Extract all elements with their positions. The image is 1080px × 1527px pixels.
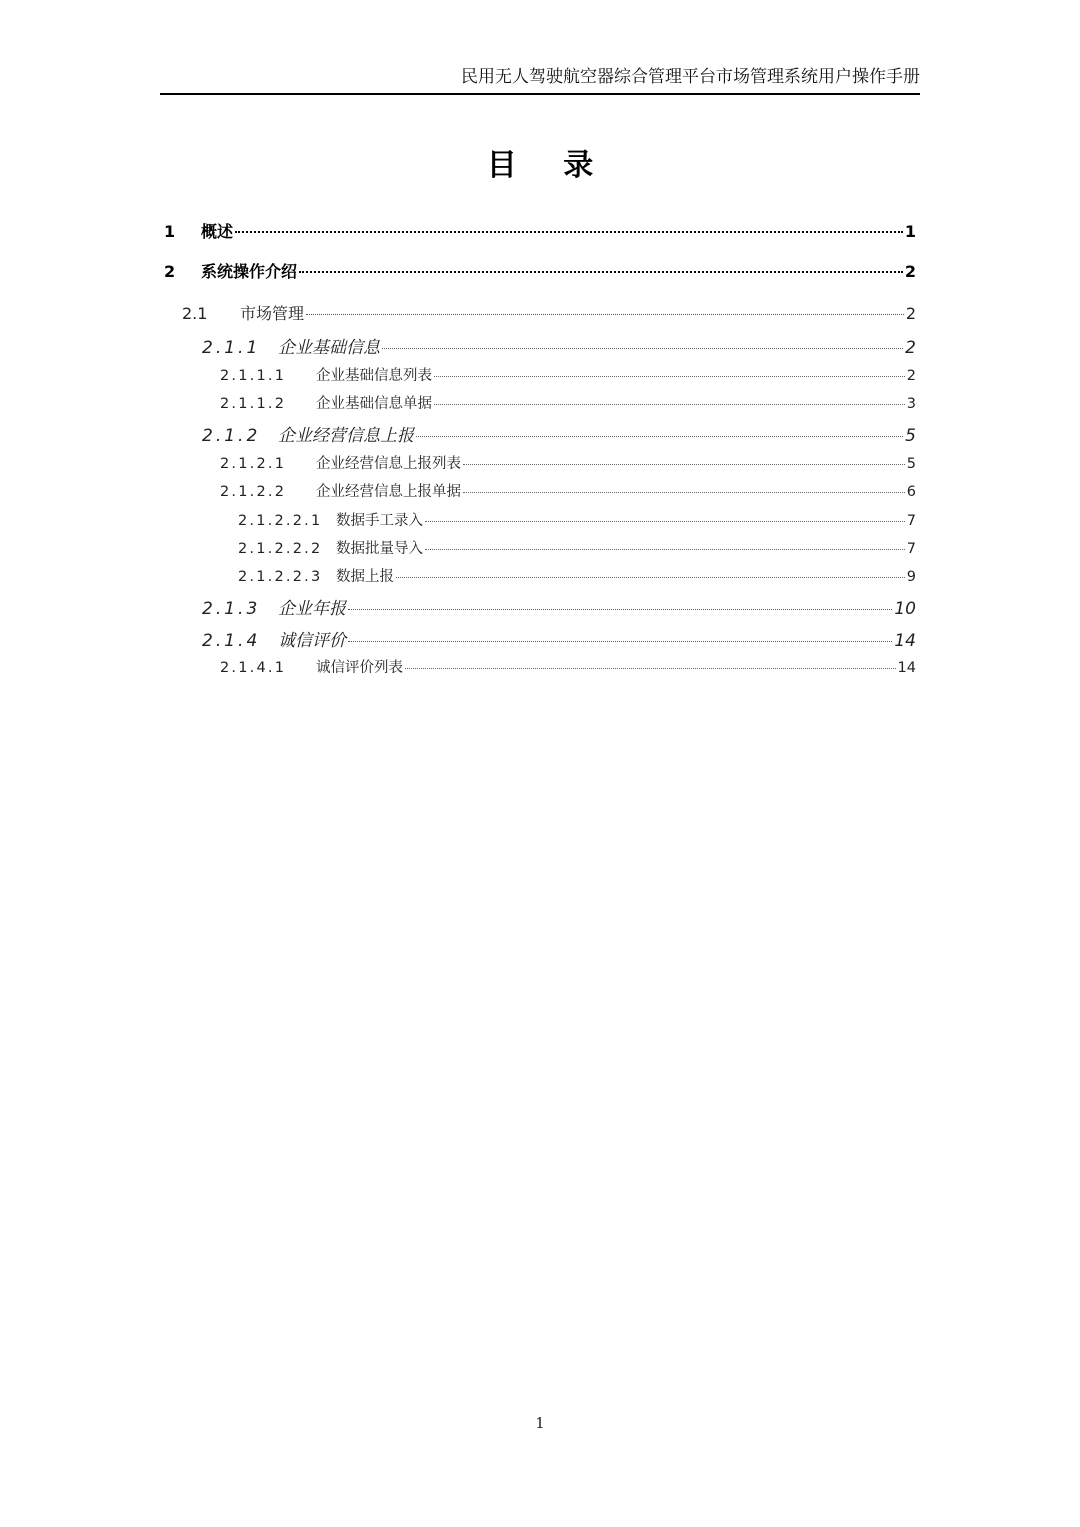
toc-dot-leader	[382, 348, 903, 349]
toc-entry-page: 5	[905, 426, 916, 446]
toc-entry[interactable]	[220, 480, 916, 501]
toc-dot-leader	[463, 492, 905, 493]
toc-entry-title: 诚信评价列表	[316, 660, 403, 676]
toc-entry-number: 2.1	[182, 304, 208, 323]
toc-entry-number: 2.1.1	[202, 338, 261, 358]
toc-entry-number: 2.1.1.1	[220, 368, 287, 384]
toc-entry[interactable]	[220, 656, 916, 677]
running-header-title: 民用无人驾驶航空器综合管理平台市场管理系统用户操作手册	[461, 67, 920, 87]
toc-entry[interactable]	[182, 301, 916, 324]
toc-entry-number: 2.1.2.2.2	[238, 541, 323, 557]
toc-entry[interactable]	[238, 565, 916, 586]
toc-entry-page: 9	[906, 569, 916, 585]
toc-entry-page: 2	[905, 338, 916, 358]
toc-entry-title: 企业经营信息上报	[278, 426, 414, 446]
toc-dot-leader	[425, 521, 905, 522]
page-number: 1	[535, 1414, 545, 1432]
toc-dot-leader	[434, 376, 905, 377]
toc-entry-number: 2.1.3	[202, 599, 261, 619]
toc-entry-page: 6	[906, 484, 916, 500]
toc-entry-number: 2	[164, 262, 176, 281]
toc-entry-page: 5	[906, 456, 916, 472]
toc-entry-title: 市场管理	[240, 304, 305, 323]
toc-entry[interactable]	[220, 452, 916, 473]
toc-dot-leader	[235, 231, 903, 233]
toc-dot-leader	[463, 464, 905, 465]
toc-entry-title: 数据批量导入	[336, 541, 423, 557]
toc-entry-page: 2	[905, 304, 916, 323]
toc-dot-leader	[348, 609, 892, 610]
toc-entry[interactable]	[238, 509, 916, 530]
toc-entry-page: 7	[906, 541, 916, 557]
toc-dot-leader	[396, 577, 905, 578]
toc-entry-page: 2	[904, 262, 916, 281]
toc-entry-title: 概述	[201, 222, 234, 241]
toc-entry[interactable]	[220, 364, 916, 385]
toc-dot-leader	[306, 314, 904, 315]
toc-entry-page: 10	[894, 599, 916, 619]
header-divider	[160, 93, 920, 95]
toc-entry-page: 14	[894, 631, 916, 651]
toc-entry-number: 2.1.1.2	[220, 396, 287, 412]
toc-entry-title: 企业经营信息上报列表	[316, 456, 461, 472]
toc-dot-leader	[416, 436, 903, 437]
toc-entry-number: 2.1.4.1	[220, 660, 287, 676]
toc-entry-number: 2.1.4	[202, 631, 261, 651]
toc-entry-title: 企业年报	[278, 599, 346, 619]
toc-entry-page: 14	[897, 660, 916, 676]
toc-dot-leader	[434, 404, 905, 405]
toc-entry-number: 2.1.2.2	[220, 484, 287, 500]
toc-entry-number: 2.1.2.1	[220, 456, 287, 472]
toc-entry-page: 1	[904, 222, 916, 241]
toc-entry[interactable]	[202, 626, 916, 651]
toc-entry-title: 系统操作介绍	[201, 262, 298, 281]
toc-dot-leader	[405, 668, 896, 669]
toc-entry[interactable]	[238, 537, 916, 558]
toc-dot-leader	[425, 549, 905, 550]
toc-entry-title: 数据手工录入	[336, 513, 423, 529]
toc-dot-leader	[348, 641, 892, 642]
toc-entry-page: 2	[906, 368, 916, 384]
toc-entry-title: 企业经营信息上报单据	[316, 484, 461, 500]
toc-entry-title: 企业基础信息单据	[316, 396, 432, 412]
toc-entry[interactable]	[202, 594, 916, 619]
toc-entry[interactable]	[164, 219, 916, 242]
toc-entry-number: 2.1.2	[202, 426, 261, 446]
toc-dot-leader	[299, 271, 903, 273]
toc-entry[interactable]	[220, 392, 916, 413]
toc-entry-title: 诚信评价	[278, 631, 346, 651]
toc-entry-number: 2.1.2.2.3	[238, 569, 323, 585]
toc-entry-number: 2.1.2.2.1	[238, 513, 323, 529]
toc-entry[interactable]	[164, 259, 916, 282]
toc-entry-title: 企业基础信息列表	[316, 368, 432, 384]
toc-entry-title: 数据上报	[336, 569, 394, 585]
toc-entry-page: 3	[906, 396, 916, 412]
toc-entry[interactable]	[202, 333, 916, 358]
toc-entry-number: 1	[164, 222, 176, 241]
toc-heading: 目 录	[486, 148, 612, 183]
toc-entry-page: 7	[906, 513, 916, 529]
toc-entry[interactable]	[202, 421, 916, 446]
toc-entry-title: 企业基础信息	[278, 338, 380, 358]
